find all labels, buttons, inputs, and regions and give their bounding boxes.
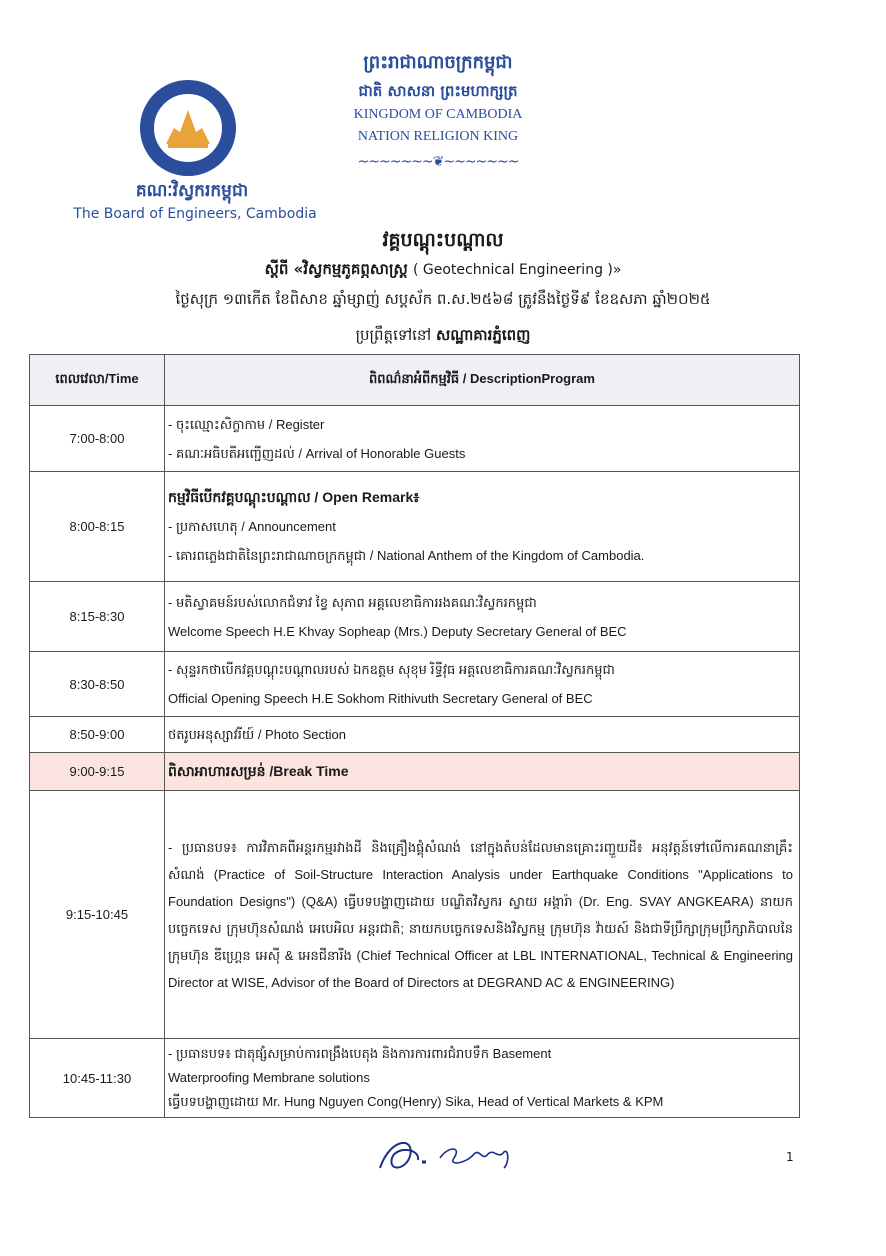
table-row <box>30 652 800 717</box>
list-item: - ចុះឈ្មោះសិក្ខាកាម / Register <box>168 416 325 432</box>
document-title: វគ្គបណ្តុះបណ្តាល <box>382 229 504 251</box>
schedule-table <box>29 354 800 1118</box>
date-line: ថ្ងៃសុក្រ ១៣កើត ខែពិសាខ ឆ្នាំម្សាញ់ សប្តស័ក ព.ស.២៥៦៨ ត្រូវនឹងថ្ងៃទី៩ ខែឧសភា ឆ្នាំ២០២៥ <box>175 290 711 308</box>
row-desc <box>165 717 800 753</box>
list-item: ធ្វើបទបង្ហាញដោយ Mr. Hung Nguyen Cong(Henry) Sika, Head of Vertical Markets & KPM <box>168 1094 664 1109</box>
kingdom-motto <box>318 48 558 170</box>
table-row <box>30 582 800 652</box>
row-time: 8:30-8:50 <box>30 652 165 717</box>
venue-name: សណ្ឋាគារភ្នំពេញ <box>435 326 531 344</box>
col-desc-header: ពិពណ៌នាអំពីកម្មវិធី / DescriptionProgram <box>165 355 800 406</box>
list-item: - គោរពភ្លេងជាតិនៃព្រះរាជាណាចក្រកម្ពុជា / National Anthem of the Kingdom of Cambodia. <box>168 548 645 563</box>
list-item: ថតរូបអនុស្សាវរីយ៍ / Photo Section <box>168 727 346 742</box>
list-item: Welcome Speech H.E Khvay Sopheap (Mrs.) Deputy Secretary General of BEC <box>168 623 627 639</box>
row-time: 9:15-10:45 <box>30 791 165 1039</box>
session-detail: - ប្រធានបទ៖ ការវិភាគពីអន្តរកម្មរវាងដី និងគ្រឿងផ្គុំសំណង់ នៅក្នុងតំបន់ដែលមានគ្រោះរញ្ជួយដី៖ អនុវត្តន៍ទៅលើការគណនាគ្រឹះសំណង់ (Practice of Soil-Structure Interaction Analysis under Earthquake Conditions "Applications to Foundation Designs") (Q&A) ធ្វើបទបង្ហាញដោយ បណ្ឌិតវិស្វករ ស្វាយ អង្គារ៉ា (Dr. Eng. SVAY ANGKEARA) នាយកបច្ចេកទេស ក្រុមហ៊ុនសំណង់ អេបេអិល អន្តរជាតិ; នាយកបច្ចេកទេសនិងវិស្វកម្ម ក្រុមហ៊ុន វ៉ាយស៍ និងជាទីប្រឹក្សាក្រុមប្រឹក្សាភិបាលនៃក្រុមហ៊ុន ឌីហ្គ្រេន អេស៊ី & អេនជីនារីង (Chief Technical Officer at LBL INTERNATIONAL, Technical & Engineering Director at WISE, Advisor of the Board of Directors at DEGRAND AC & ENGINEERING) <box>168 839 793 990</box>
list-item: - ប្រធានបទ៖ ជាតុផ្សំសម្រាប់ការពង្រឹងបេតុង និងការការពារជំរាបទឹក Basement <box>168 1046 552 1061</box>
section-heading: កម្មវិធីបើកវគ្គបណ្តុះបណ្តាល / Open Remark៖ <box>168 489 420 505</box>
handwritten-signature <box>370 1128 520 1182</box>
topic-line <box>0 260 886 282</box>
page-number: 1 <box>786 1150 794 1164</box>
row-time: 10:45-11:30 <box>30 1039 165 1118</box>
row-desc <box>165 791 800 1039</box>
list-item: - ប្រកាសហេតុ / Announcement <box>168 519 336 534</box>
topic-kh: ស្តីពី «វិស្វកម្មភូគព្ភសាស្ត្រ <box>264 260 408 278</box>
table-row <box>30 1039 800 1118</box>
row-desc <box>165 406 800 472</box>
kingdom-kh: ព្រះរាជាណាចក្រកម្ពុជា <box>363 52 513 73</box>
row-desc <box>165 582 800 652</box>
ornament-divider: ~~~~~~~❦~~~~~~~ <box>357 154 519 170</box>
row-desc <box>165 652 800 717</box>
list-item: Official Opening Speech H.E Sokhom Rithivuth Secretary General of BEC <box>168 691 593 706</box>
list-item: Waterproofing Membrane solutions <box>168 1070 370 1085</box>
table-row-break <box>30 753 800 791</box>
row-time: 8:00-8:15 <box>30 472 165 582</box>
break-label: ពិសាអាហារសម្រន់ /Break Time <box>168 763 349 779</box>
list-item: - សុន្ទរកថាបើកវគ្គបណ្តុះបណ្តាលរបស់ ឯកឧត្តម សុខុម រិទ្ធីវុធ អគ្គលេខាធិការគណៈវិស្វករកម្ពុជា <box>168 662 615 677</box>
table-header-row <box>30 355 800 406</box>
row-time: 8:15-8:30 <box>30 582 165 652</box>
bec-logo <box>138 78 238 178</box>
row-time: 7:00-8:00 <box>30 406 165 472</box>
topic-en: ( Geotechnical Engineering )» <box>412 262 622 278</box>
venue-prefix: ប្រព្រឹត្តទៅនៅ <box>355 326 432 344</box>
motto-en: NATION RELIGION KING <box>357 129 519 144</box>
table-row <box>30 791 800 1039</box>
table-row <box>30 406 800 472</box>
org-name-kh: គណៈវិស្វករកម្ពុជា <box>135 181 249 201</box>
row-time: 8:50-9:00 <box>30 717 165 753</box>
col-time-header: ពេលវេលា/Time <box>30 355 165 406</box>
venue-line <box>0 326 886 348</box>
motto-kh: ជាតិ សាសនា ព្រះមហាក្សត្រ <box>358 82 518 100</box>
kingdom-en: KINGDOM OF CAMBODIA <box>353 107 523 122</box>
table-row <box>30 472 800 582</box>
row-desc <box>165 753 800 791</box>
row-desc <box>165 1039 800 1118</box>
row-time: 9:00-9:15 <box>30 753 165 791</box>
list-item: - គណៈអធិបតីអញ្ជើញដល់ / Arrival of Honorable Guests <box>168 445 466 461</box>
row-desc <box>165 472 800 582</box>
org-name-en: The Board of Engineers, Cambodia <box>73 206 317 222</box>
table-row <box>30 717 800 753</box>
list-item: - មតិស្វាគមន៍របស់លោកជំទាវ ខ្វៃ សុភាព អគ្គលេខាធិការរងគណៈវិស្វករកម្ពុជា <box>168 594 537 610</box>
